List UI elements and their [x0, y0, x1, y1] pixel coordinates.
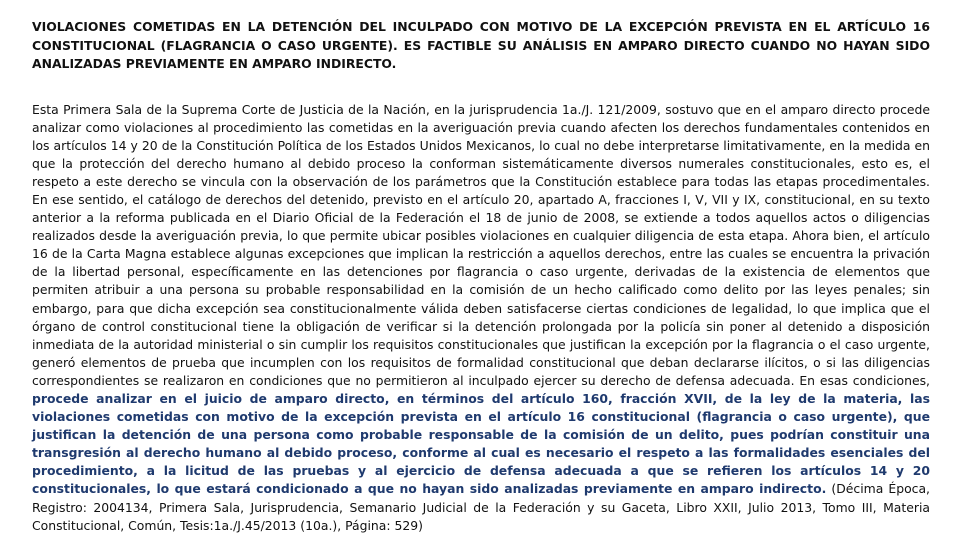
document-body [32, 101, 930, 535]
body-intro-text: Esta Primera Sala de la Suprema Corte de Justicia de la Nación, en la jurisprudencia 1a./J. 121/2009, sostuvo que en el amparo directo procede analizar como violaciones al procedimiento las cometidas en la averiguación previa cuando afecten los derechos fundamentales contenidos en los artículos 14 y 20 de la Constitución Política de los Estados Unidos Mexicanos, lo cual no debe interpretarse limitativamente, en la medida en que la protección del derecho humano al debido proceso la conforman sistemáticamente diversos numerales constitucionales, esto es, el respeto a este derecho se vincula con la observación de los parámetros que la Constitución establece para todas las etapas procedimentales. En ese sentido, el catálogo de derechos del detenido, previsto en el artículo 20, apartado A, fracciones I, V, VII y IX, constitucional, en su texto anterior a la reforma publicada en el Diario Oficial de la Federación el 18 de junio de 2008, se extiende a todos aquellos actos o diligencias realizados desde la averiguación previa, lo que permite ubicar posibles violaciones en cualquier diligencia de esta etapa. Ahora bien, el artículo 16 de la Carta Magna establece algunas excepciones que implican la restricción a aquellos derechos, entre las cuales se encuentra la privación de la libertad personal, específicamente en las detenciones por flagrancia o caso urgente, derivadas de la existencia de elementos que permiten atribuir a una persona su probable responsabilidad en la comisión de un hecho calificado como delito por las leyes penales; sin embargo, para que dicha excepción sea constitucionalmente válida deben satisfacerse ciertas condiciones de legalidad, lo que implica que el órgano de control constitucional tiene la obligación de verificar si la detención prolongada por la policía sin poner al detenido a disposición inmediata de la autoridad ministerial o sin cumplir los requisitos constitucionales que justifican la excepción por la flagrancia o el caso urgente, generó elementos de prueba que incumplen con los requisitos de formalidad constitucional que deban declararse ilícitos, o si las diligencias correspondientes se realizaron en condiciones que no permitieron al inculpado ejercer su derecho de defensa adecuada. En esas condiciones, [32, 101, 930, 388]
document-title: VIOLACIONES COMETIDAS EN LA DETENCIÓN DEL INCULPADO CON MOTIVO DE LA EXCEPCIÓN PREVISTA EN EL ARTÍCULO 16 CONSTITUCIONAL (FLAGRANCIA O CASO URGENTE). ES FACTIBLE SU ANÁLISIS EN AMPARO DIRECTO CUANDO NO HAYAN SIDO ANALIZADAS PREVIAMENTE EN AMPARO INDIRECTO. [32, 19, 930, 71]
body-emphasized-text: procede analizar en el juicio de amparo directo, en términos del artículo 160, fracción XVII, de la ley de la materia, las violaciones cometidas con motivo de la excepción prevista en el artículo 16 constitucional (flagrancia o caso urgente), que justifican la detención de una persona como probable responsable de la comisión de un delito, pues podrían constituir una transgresión al derecho humano al debido proceso, conforme al cual es necesario el respeto a las formalidades esenciales del procedimiento, a la licitud de las pruebas y al ejercicio de defensa adecuada a que se refieren los artículos 14 y 20 constitucionales, lo que estará condicionado a que no hayan sido analizadas previamente en amparo indirecto. [32, 391, 930, 497]
body-citation-text: (Décima Época, Registro: 2004134, Primera Sala, Jurisprudencia, Semanario Judicial de la Federación y su Gaceta, Libro XXII, Julio 2013, Tomo III, Materia Constitucional, Común, Tesis:1a./J.45/2013 (10a.), Página: 529) [32, 481, 930, 533]
document-page [32, 18, 930, 535]
